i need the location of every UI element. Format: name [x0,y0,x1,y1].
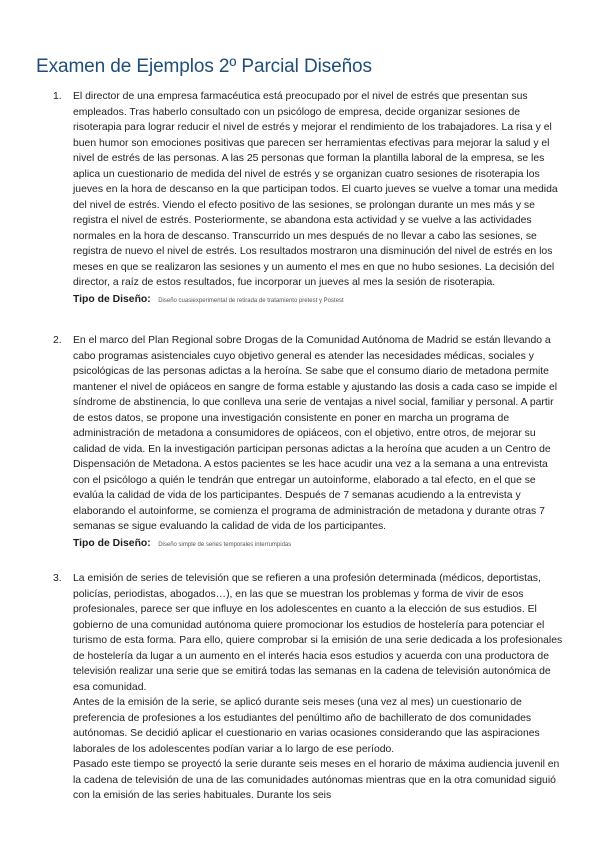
exercise-item-1 [53,89,563,308]
item-number: 3. [53,573,62,584]
item-number: 1. [53,91,62,102]
design-type-value: Diseño cuasiexperimental de retirada de tratamiento pretest y Postest [158,297,344,304]
item-paragraph: La emisión de series de televisión que se refieren a una profesión determinada (médicos, deportistas, policías, periodistas, abogados…), en las que se muestran los problemas y forma de vivir de esos profesionales, parece ser que influye en los adolescentes en cuanto a la elección de sus estudios. El gobierno de una comunidad autónoma quiere promocionar los estudios de hostelería para potenciar el turismo de esta forma. Para ello, quiere comprobar si la emisión de una serie dedicada a los profesionales de hostelería da lugar a un aumento en el interés hacia esos estudios y acuerda con una productora de televisión realizar una serie que se emitirá todas las semanas en la cadena de televisión autonómica de esa comunidad. [73,573,563,693]
design-type-label: Tipo de Diseño: [73,293,151,305]
item-body [73,89,563,291]
design-type-line [73,535,563,552]
item-body [73,333,563,535]
exercise-item-2 [53,333,563,552]
item-number: 2. [53,335,62,346]
item-paragraph: En el marco del Plan Regional sobre Drogas de la Comunidad Autónoma de Madrid se están llevando a cabo programas asistenciales cuyo objetivo general es atender las necesidades médicas, sociales y psicológicas de las personas adictas a la heroína. Se sabe que el consumo diario de metadona permite mantener el nivel de opiáceos en sangre de forma estable y ajustando las dosis a cada caso se impide el síndrome de abstinencia, lo que conlleva una serie de ventajas a nivel social, familiar y personal. A partir de estos datos, se propone una investigación consistente en poner en marcha un programa de administración de metadona a consumidores de opiáceos, con el objetivo, entre otros, de mejorar su calidad de vida. En la investigación participan personas adictas a la heroína que acuden a un Centro de Dispensación de Metadona. A estos pacientes se les hace acudir una vez a la semana a una entrevista con el psicólogo a quién le tendrán que entregar un autoinforme, elaborado a tal efecto, en el que se evalúa la calidad de vida de los participantes. Después de 7 semanas acudiendo a la entrevista y elaborando el autoinforme, se comienza el programa de administración de metadona y durante otras 7 semanas se sigue evaluando la calidad de vida de los participantes. [73,335,558,532]
document-title: Examen de Ejemplos 2º Parcial Diseños [36,56,372,77]
design-type-value: Diseño simple de series temporales interrumpidas [158,541,292,548]
design-type-line [73,291,563,308]
design-type-label: Tipo de Diseño: [73,537,151,549]
item-paragraph: Pasado este tiempo se proyectó la serie durante seis meses en el horario de máxima audiencia juvenil en la cadena de televisión de una de las comunidades autónomas mientras que en la otra comunidad siguió con la emisión de las series habituales. Durante los seis [73,759,560,801]
item-paragraph: Antes de la emisión de la serie, se aplicó durante seis meses (una vez al mes) un cuestionario de preferencia de profesiones a los estudiantes del penúltimo año de bachillerato de dos comunidades autónomas. Se decidió aplicar el cuestionario en varias ocasiones considerando que las aspiraciones laborales de los adolescentes podían variar a lo largo de ese período. [73,697,540,755]
item-paragraph: El director de una empresa farmacéutica está preocupado por el nivel de estrés que presentan sus empleados. Tras haberlo consultado con un psicólogo de empresa, decide organizar sesiones de risoterapia para lograr reducir el nivel de estrés y mejorar el rendimiento de los trabajadores. La risa y el buen humor son emociones positivas que parecen ser herramientas efectivas para mejorar la salud y el nivel de estrés de las personas. A las 25 personas que forman la plantilla laboral de la empresa, se les aplica un cuestionario de medida del nivel de estrés y se organizan cuatro sesiones de risoterapia los jueves en la hora de descanso en la que participan todos. El cuarto jueves se vuelve a tomar una medida del nivel de estrés. Viendo el efecto positivo de las sesiones, se prolongan durante un mes más y se registra el nivel de estrés. Posteriormente, se abandona esta actividad y se vuelve a las actividades normales en la hora de descanso. Transcurrido un mes después de no llevar a cabo las sesiones, se registra de nuevo el nivel de estrés. Los resultados mostraron una disminución del nivel de estrés en los meses en que se realizaron las sesiones y un aumento el mes en que no hubo sesiones. La decisión del director, a raíz de estos resultados, fue incorporar un jueves al mes la sesión de risoterapia. [73,91,558,288]
item-body [73,571,563,804]
exercise-item-3 [53,571,563,804]
